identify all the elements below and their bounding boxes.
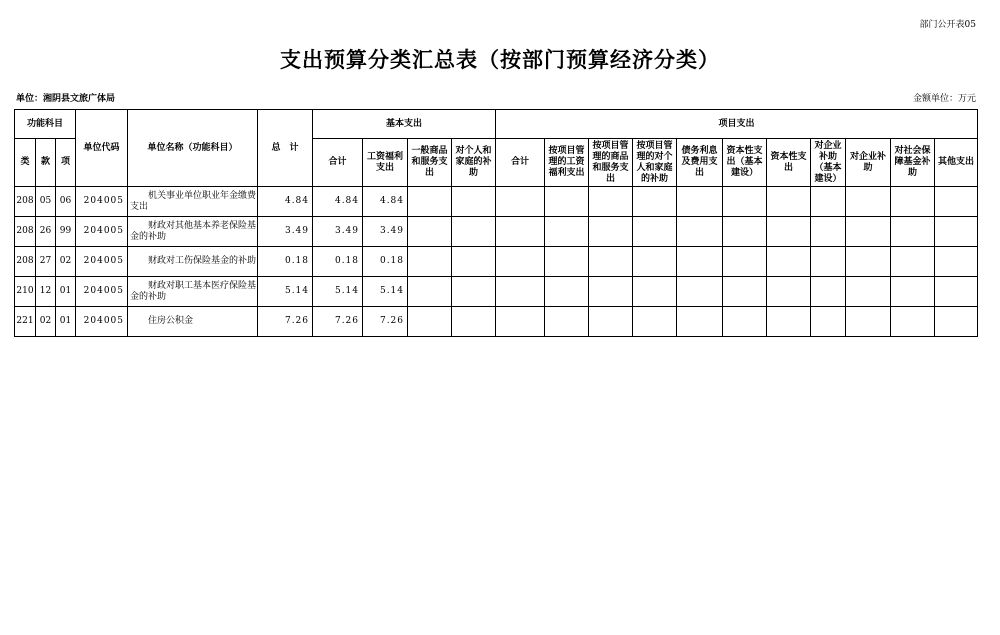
- cell-total: 3.49: [258, 217, 313, 247]
- header-proj-capital: 资本性支出: [767, 139, 811, 187]
- cell-basic-wages: 0.18: [363, 247, 408, 277]
- page-title: 支出预算分类汇总表（按部门预算经济分类）: [280, 48, 720, 72]
- cell-name: 财政对职工基本医疗保险基金的补助: [128, 277, 258, 307]
- cell-code: 204005: [76, 187, 128, 217]
- cell-lei: 208: [15, 217, 36, 247]
- header-proj-capital-build: 资本性支出（基本建设）: [723, 139, 767, 187]
- cell-total: 5.14: [258, 277, 313, 307]
- cell-name: 机关事业单位职业年金缴费支出: [128, 187, 258, 217]
- cell-basic-subtotal: 3.49: [313, 217, 363, 247]
- unit-label: 单位：湘阴县文旅广体局: [16, 94, 116, 104]
- header-proj-subtotal: 合计: [496, 139, 545, 187]
- header-basic-subtotal: 合计: [313, 139, 363, 187]
- header-unit-name: 单位名称（功能科目）: [128, 110, 258, 187]
- header-proj-other: 其他支出: [935, 139, 978, 187]
- cell-kuan: 05: [36, 187, 56, 217]
- cell-code: 204005: [76, 247, 128, 277]
- header-proj-wages: 按项目管理的工资福利支出: [545, 139, 589, 187]
- cell-basic-wages: 3.49: [363, 217, 408, 247]
- cell-code: 204005: [76, 217, 128, 247]
- header-proj-enterprise-build: 对企业补助（基本建设）: [811, 139, 846, 187]
- cell-basic-wages: 5.14: [363, 277, 408, 307]
- cell-basic-subtotal: 5.14: [313, 277, 363, 307]
- header-xiang: 项: [56, 139, 76, 187]
- cell-xiang: 99: [56, 217, 76, 247]
- header-basic-personal: 对个人和家庭的补助: [452, 139, 496, 187]
- cell-kuan: 27: [36, 247, 56, 277]
- cell-kuan: 02: [36, 307, 56, 337]
- header-proj-goods: 按项目管理的商品和服务支出: [589, 139, 633, 187]
- cell-lei: 221: [15, 307, 36, 337]
- header-kuan: 款: [36, 139, 56, 187]
- cell-basic-subtotal: 7.26: [313, 307, 363, 337]
- cell-total: 4.84: [258, 187, 313, 217]
- header-basic: 基本支出: [313, 110, 496, 139]
- cell-name: 财政对工伤保险基金的补助: [128, 247, 258, 277]
- cell-kuan: 26: [36, 217, 56, 247]
- cell-basic-wages: 7.26: [363, 307, 408, 337]
- expenditure-table: [14, 109, 978, 337]
- cell-total: 7.26: [258, 307, 313, 337]
- header-lei: 类: [15, 139, 36, 187]
- cell-xiang: 02: [56, 247, 76, 277]
- header-proj-social: 对社会保障基金补助: [891, 139, 935, 187]
- header-total: 总 计: [258, 110, 313, 187]
- header-proj-personal: 按项目管理的对个人和家庭的补助: [633, 139, 677, 187]
- cell-basic-subtotal: 4.84: [313, 187, 363, 217]
- cell-name: 财政对其他基本养老保险基金的补助: [128, 217, 258, 247]
- table-row: [15, 187, 978, 217]
- cell-kuan: 12: [36, 277, 56, 307]
- header-basic-wages: 工资福利支出: [363, 139, 408, 187]
- cell-xiang: 01: [56, 307, 76, 337]
- table-row: [15, 277, 978, 307]
- header-proj-debt: 债务利息及费用支出: [677, 139, 723, 187]
- table-row: [15, 247, 978, 277]
- header-project: 项目支出: [496, 110, 978, 139]
- cell-lei: 210: [15, 277, 36, 307]
- cell-name: 住房公积金: [128, 307, 258, 337]
- cell-code: 204005: [76, 277, 128, 307]
- cell-lei: 208: [15, 187, 36, 217]
- cell-code: 204005: [76, 307, 128, 337]
- table-number-label: 部门公开表05: [919, 20, 976, 30]
- table-row: [15, 217, 978, 247]
- header-unit-code: 单位代码: [76, 110, 128, 187]
- cell-basic-subtotal: 0.18: [313, 247, 363, 277]
- cell-xiang: 06: [56, 187, 76, 217]
- cell-xiang: 01: [56, 277, 76, 307]
- cell-basic-wages: 4.84: [363, 187, 408, 217]
- cell-lei: 208: [15, 247, 36, 277]
- header-basic-goods: 一般商品和服务支出: [408, 139, 452, 187]
- table-row: [15, 307, 978, 337]
- cell-total: 0.18: [258, 247, 313, 277]
- header-func-subject: 功能科目: [15, 110, 76, 139]
- header-proj-enterprise: 对企业补助: [846, 139, 891, 187]
- amount-unit-label: 金额单位：万元: [912, 94, 976, 104]
